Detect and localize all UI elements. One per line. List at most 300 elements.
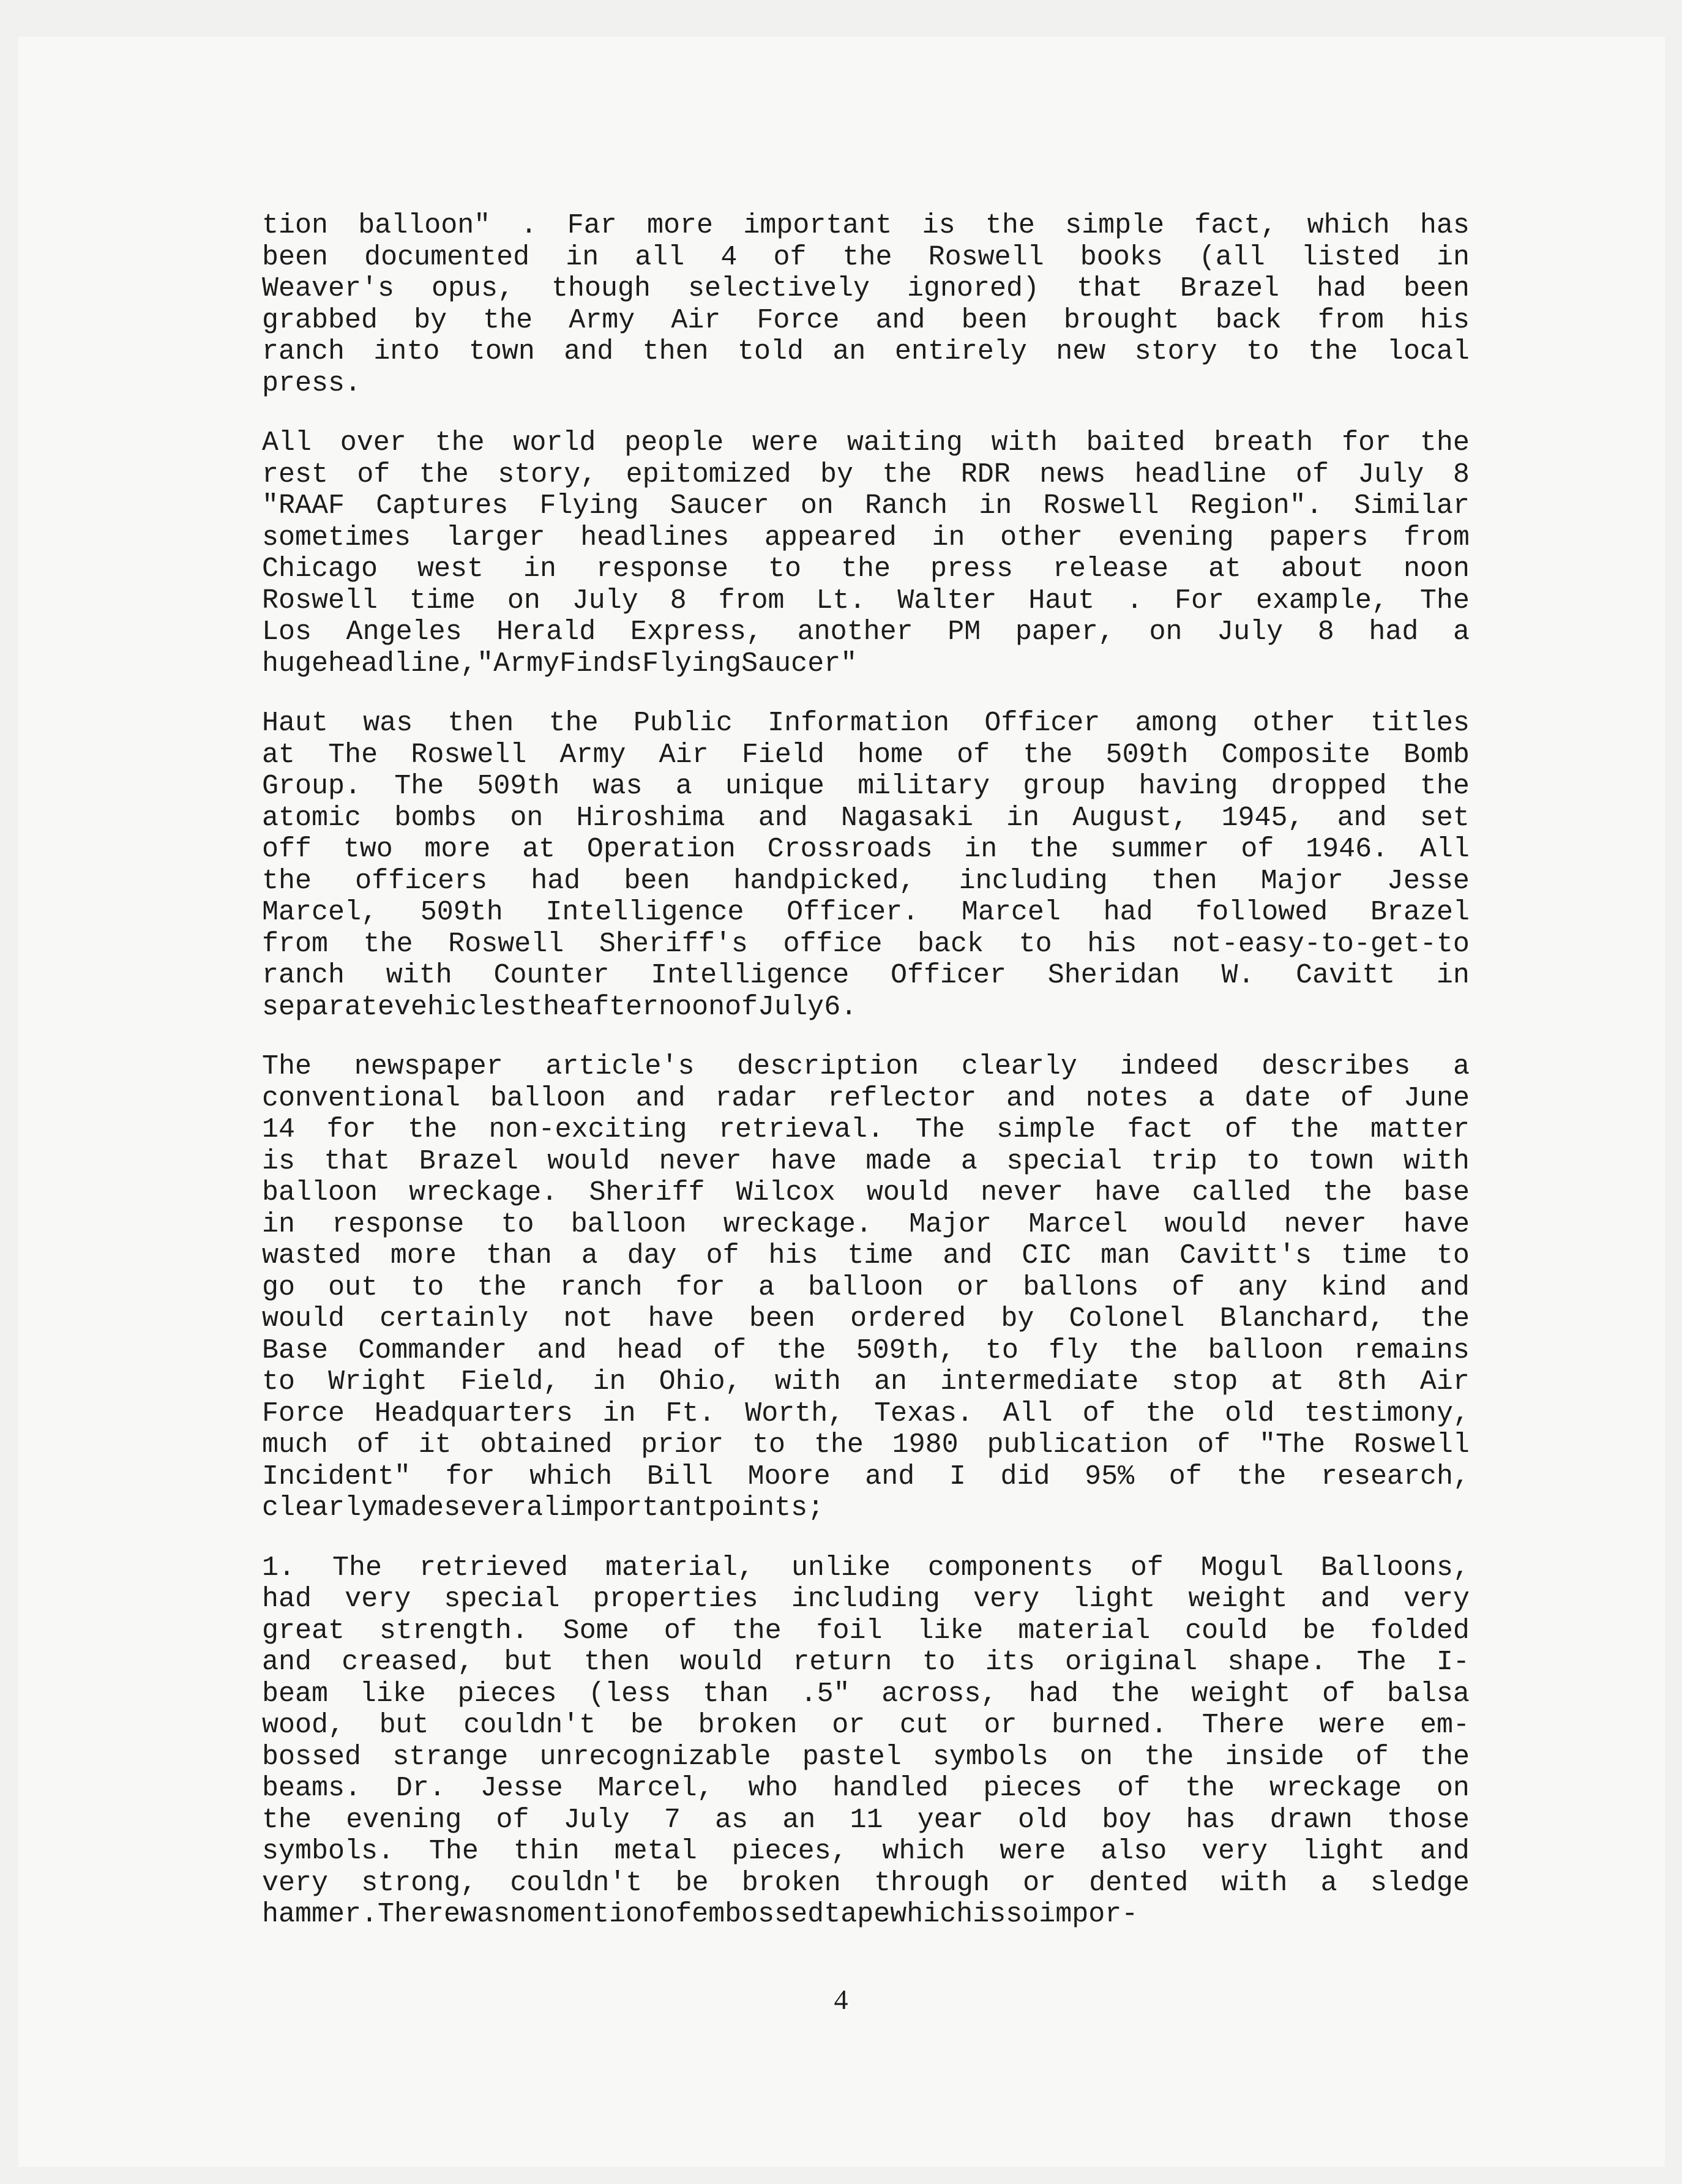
word: burned. (1052, 1710, 1168, 1741)
word: and (865, 1460, 915, 1492)
word: could (1185, 1615, 1268, 1647)
word: with (991, 427, 1058, 458)
text-line (262, 336, 1470, 368)
word: Force (757, 304, 840, 336)
word: of (1296, 458, 1329, 490)
word: his (1087, 928, 1137, 960)
word: separate (262, 991, 395, 1023)
word: the (262, 865, 312, 897)
word: followed (1195, 897, 1328, 928)
word: have (1094, 1177, 1161, 1208)
word: story (1134, 336, 1217, 367)
word: had (1029, 1678, 1079, 1710)
word: folded (1370, 1615, 1470, 1647)
word: the (1185, 1773, 1235, 1804)
text-line (262, 1209, 1470, 1241)
text-line (262, 585, 1470, 617)
word: Intelligence (545, 897, 744, 928)
word: 8 (1317, 616, 1334, 648)
word: then (642, 336, 709, 367)
word: did (1000, 1460, 1050, 1492)
word: Jesse (1386, 865, 1470, 897)
word: new (1056, 336, 1106, 367)
word: bombs (394, 802, 477, 834)
word: in (262, 1208, 296, 1240)
word: July (563, 1804, 630, 1836)
word: Angeles (346, 616, 462, 648)
word: on (1080, 1741, 1113, 1773)
word: There (378, 1899, 461, 1930)
word: Balloons, (1320, 1552, 1470, 1584)
word: non-exciting (488, 1114, 687, 1145)
word: I (949, 1460, 966, 1492)
word: and (1006, 1082, 1056, 1114)
word: return (793, 1647, 892, 1678)
word: titles (1370, 708, 1470, 739)
text-line (262, 648, 1470, 680)
word: article's (545, 1051, 695, 1082)
word: unlike (791, 1552, 891, 1584)
word: out (328, 1271, 378, 1303)
word: is (262, 1145, 296, 1177)
word: also (1101, 1836, 1167, 1867)
word: special (1006, 1145, 1123, 1177)
word: clearly (961, 1051, 1077, 1082)
text-line (262, 708, 1470, 739)
paragraph (262, 1552, 1470, 1931)
word: Officer. (787, 897, 919, 928)
word: cut (899, 1710, 949, 1741)
word: story, (498, 458, 597, 490)
word: prior (641, 1429, 724, 1460)
word: brought (1063, 304, 1179, 336)
word: Jesse (480, 1773, 563, 1804)
word: very (1403, 1584, 1470, 1615)
word: Roswell (1353, 1429, 1470, 1460)
word: and (1419, 1836, 1470, 1867)
word: to (1019, 928, 1052, 960)
word: listed (1301, 241, 1400, 273)
word: Officer (984, 708, 1101, 739)
word: much (262, 1429, 329, 1460)
word: but (504, 1647, 554, 1678)
word: 509th (1105, 739, 1189, 771)
text-line (262, 1836, 1470, 1868)
word: 6. (824, 991, 858, 1023)
word: never (1284, 1208, 1367, 1240)
word: of (356, 1429, 390, 1460)
word: dropped (1271, 771, 1387, 802)
word: Roswell (411, 739, 527, 771)
word: including (791, 1584, 940, 1615)
word: retrieval. (718, 1114, 884, 1145)
word: All (1419, 834, 1470, 865)
word: that (324, 1145, 391, 1177)
word: Mogul (1200, 1552, 1284, 1584)
word: with (774, 1366, 841, 1397)
word: as (715, 1804, 749, 1836)
word: "RAAF (262, 490, 345, 522)
word: the (548, 708, 599, 739)
word: to (1246, 1145, 1280, 1177)
word: of (663, 1615, 697, 1647)
word: Air (671, 304, 721, 336)
paragraph (262, 427, 1470, 679)
word: or (957, 1271, 990, 1303)
word: bossed (262, 1741, 362, 1773)
word: like (359, 1678, 426, 1710)
word: Marcel (1028, 1208, 1128, 1240)
word: research, (1320, 1460, 1470, 1492)
word: 1945, (1221, 802, 1304, 834)
word: never (981, 1177, 1064, 1208)
word: balsa (1386, 1678, 1470, 1710)
word: who (748, 1773, 798, 1804)
word: very (262, 1867, 329, 1899)
word: strength. (379, 1615, 528, 1647)
word: Roswell (448, 928, 564, 960)
word: em- (1419, 1710, 1470, 1741)
word: to (768, 553, 802, 585)
word: a (1320, 1867, 1337, 1899)
word: on (510, 802, 544, 834)
word: the (262, 1804, 312, 1836)
word: back (1215, 304, 1282, 336)
word: Counter (493, 960, 610, 991)
word: Information (768, 708, 950, 739)
word: W. (1221, 960, 1255, 991)
word: two (343, 834, 393, 865)
word: Brazel (1370, 897, 1470, 928)
word: release (1052, 553, 1168, 585)
word: on (1436, 1773, 1470, 1804)
word: were (1319, 1710, 1386, 1741)
word: been (624, 865, 690, 897)
word: a (1452, 1051, 1470, 1082)
word: (less (588, 1678, 671, 1710)
word: of (957, 739, 990, 771)
word: vehicles (394, 991, 527, 1023)
word: The (328, 739, 378, 771)
word: Colonel (1069, 1303, 1185, 1334)
word: Nagasaki (840, 802, 973, 834)
word: a (758, 1271, 775, 1303)
word: strong, (361, 1867, 477, 1899)
word: fly (1048, 1334, 1099, 1366)
word: Operation (586, 834, 736, 865)
word: into (373, 336, 440, 367)
word: to (501, 1208, 534, 1240)
word: special (444, 1584, 560, 1615)
word: very (973, 1584, 1040, 1615)
word: Brazel (1179, 273, 1279, 304)
word: couldn't (510, 1867, 643, 1899)
word: weight (1191, 1678, 1291, 1710)
word: Bill (646, 1460, 713, 1492)
word: unrecognizable (539, 1741, 771, 1773)
word: to (1436, 1240, 1470, 1271)
text-line (262, 1615, 1470, 1647)
word: of (706, 1240, 739, 1271)
word: simple (996, 1114, 1096, 1145)
word: indeed (1119, 1051, 1219, 1082)
word: has (1186, 1804, 1236, 1836)
text-line (262, 490, 1470, 522)
text-line (262, 897, 1470, 929)
word: certainly (379, 1303, 529, 1334)
word: had (262, 1584, 312, 1615)
word: for (326, 1114, 376, 1145)
word: Sheriff (589, 1177, 705, 1208)
word: been (1403, 273, 1470, 304)
word: balloon (262, 1177, 378, 1208)
text-line (262, 1868, 1470, 1899)
text-line (262, 1240, 1470, 1272)
word: of (1172, 1271, 1205, 1303)
word: baited (1086, 427, 1186, 458)
word: was (363, 708, 413, 739)
text-line (262, 553, 1470, 585)
word: and (1320, 1584, 1370, 1615)
word: wood, (262, 1710, 345, 1741)
word: Similar (1353, 490, 1470, 522)
text-line (262, 739, 1470, 771)
word: of (496, 1804, 529, 1836)
word: newspaper (354, 1051, 503, 1082)
word: ignored) (906, 273, 1040, 304)
word: by (414, 304, 447, 336)
word: strange (392, 1741, 509, 1773)
paragraph (262, 210, 1470, 399)
word: Ohio, (659, 1366, 742, 1397)
word: tion (262, 210, 329, 241)
word: his (768, 1240, 818, 1271)
text-line (262, 802, 1470, 834)
word: 1. (262, 1552, 296, 1584)
word: the (1322, 1177, 1372, 1208)
word: for (1342, 427, 1392, 458)
word: of (1224, 1114, 1258, 1145)
word: head (616, 1334, 683, 1366)
word: the (731, 1615, 782, 1647)
word: the (882, 458, 932, 490)
word: is (922, 210, 955, 241)
word: embossed (692, 1899, 824, 1930)
word: Wright (328, 1366, 428, 1397)
word: the (813, 1429, 864, 1460)
text-line (262, 1710, 1470, 1741)
word: July (758, 991, 824, 1023)
word: Worth, (745, 1397, 845, 1429)
word: would (866, 1177, 949, 1208)
word: was (592, 771, 643, 802)
word: has (1419, 210, 1470, 241)
text-line (262, 427, 1470, 459)
word: made (865, 1145, 932, 1177)
word: very (345, 1584, 411, 1615)
word: of (357, 458, 391, 490)
word: Officer (890, 960, 1006, 991)
word: news (1039, 458, 1106, 490)
word: in (964, 834, 998, 865)
word: handled (832, 1773, 949, 1804)
word: an (874, 1366, 908, 1397)
word: stop (1172, 1366, 1238, 1397)
word: at (1208, 553, 1241, 585)
word: 509th (477, 771, 560, 802)
word: . (1126, 585, 1143, 616)
word: 509th (420, 897, 503, 928)
word: CIC (1022, 1240, 1072, 1271)
word: and (1419, 1271, 1470, 1303)
word: fact, (1194, 210, 1277, 241)
word: been (749, 1303, 815, 1334)
word: made (378, 1492, 444, 1524)
word: Sheriff's (599, 928, 748, 960)
word: than (702, 1678, 769, 1710)
word: have (1403, 1208, 1470, 1240)
word: people (624, 427, 724, 458)
word: of (1168, 1460, 1202, 1492)
word: to (752, 1429, 786, 1460)
word: metal (614, 1836, 697, 1867)
word: is (973, 1899, 1006, 1930)
word: office (783, 928, 883, 960)
word: more (424, 834, 491, 865)
word: Roswell (262, 585, 378, 616)
word: of (1355, 1741, 1389, 1773)
word: the (1110, 1678, 1160, 1710)
word: off (262, 834, 312, 865)
word: Major (1260, 865, 1344, 897)
word: pastel (802, 1741, 902, 1773)
word: those (1386, 1804, 1470, 1836)
word: which (882, 1836, 965, 1867)
word: from (718, 585, 785, 616)
word: military (858, 771, 990, 802)
word: Herald (496, 616, 596, 648)
word: the (1144, 1741, 1194, 1773)
word: pieces, (731, 1836, 848, 1867)
word: to (922, 1647, 955, 1678)
word: entirely (894, 336, 1027, 367)
word: sledge (1370, 1867, 1470, 1899)
paragraph (262, 708, 1470, 1023)
word: had (1316, 273, 1366, 304)
word: Roswell (928, 241, 1044, 273)
word: Marcel (961, 897, 1061, 928)
word: on (800, 490, 834, 522)
word: sometimes (262, 522, 411, 553)
word: across, (881, 1678, 998, 1710)
word: the (363, 928, 413, 960)
word: world (513, 427, 596, 458)
text-line (262, 522, 1470, 554)
word: Commander (358, 1334, 507, 1366)
word: 11 (850, 1804, 883, 1836)
word: not-easy-to-get-to (1172, 928, 1470, 960)
word: or (832, 1710, 865, 1741)
word: press. (262, 367, 362, 399)
word: from (1317, 304, 1384, 336)
word: testimony, (1304, 1397, 1470, 1429)
word: Lt. (816, 585, 866, 616)
body-text (262, 210, 1470, 1959)
word: to (1246, 336, 1280, 367)
word: Bomb (1403, 739, 1470, 771)
word: The (394, 771, 444, 802)
text-line (262, 1647, 1470, 1678)
word: never (659, 1145, 742, 1177)
word: his (1419, 304, 1470, 336)
word: Dr. (395, 1773, 446, 1804)
word: kind (1320, 1271, 1387, 1303)
word: the (526, 991, 577, 1023)
word: inside (1225, 1741, 1325, 1773)
word: light (1303, 1836, 1386, 1867)
word: Cavitt's (1179, 1240, 1312, 1271)
word: would (547, 1145, 630, 1177)
word: the (407, 1114, 457, 1145)
word: to (262, 1366, 296, 1397)
word: Wilcox (736, 1177, 835, 1208)
word: other (1252, 708, 1336, 739)
word: waiting (847, 427, 963, 458)
word: town (1308, 1145, 1375, 1177)
word: or (984, 1710, 1017, 1741)
word: important (559, 1492, 709, 1524)
word: mention (543, 1899, 659, 1930)
text-line (262, 1899, 1470, 1931)
word: obtained (480, 1429, 613, 1460)
word: time (847, 1240, 914, 1271)
text-line (262, 1461, 1470, 1493)
word: balloon (490, 1082, 606, 1114)
word: have (771, 1145, 837, 1177)
word: rest (262, 458, 329, 490)
word: the (840, 553, 891, 585)
word: books (1080, 241, 1163, 273)
word: and (635, 1082, 686, 1114)
word: Composite (1221, 739, 1370, 771)
word: having (1138, 771, 1238, 802)
word: July (572, 585, 638, 616)
word: officers (355, 865, 488, 897)
word: trip (1151, 1145, 1217, 1177)
word: description (737, 1051, 919, 1082)
word: Region". (1190, 490, 1323, 522)
word: the (483, 304, 533, 336)
word: a (1452, 616, 1470, 648)
word: from (262, 928, 329, 960)
text-line (262, 1552, 1470, 1584)
word: dented (1089, 1867, 1189, 1899)
word: of (1130, 1552, 1164, 1584)
word: July (1217, 616, 1284, 648)
word: Finds (559, 648, 643, 679)
word: August, (1072, 802, 1189, 834)
word: not (563, 1303, 613, 1334)
word: Saucer" (741, 648, 858, 679)
text-line (262, 771, 1470, 802)
word: Incident" (262, 1460, 411, 1492)
word: the (1419, 427, 1470, 458)
word: All (1003, 1397, 1053, 1429)
word: about (1280, 553, 1364, 585)
word: Walter (897, 585, 997, 616)
word: the (1145, 1397, 1195, 1429)
word: pieces (983, 1773, 1083, 1804)
